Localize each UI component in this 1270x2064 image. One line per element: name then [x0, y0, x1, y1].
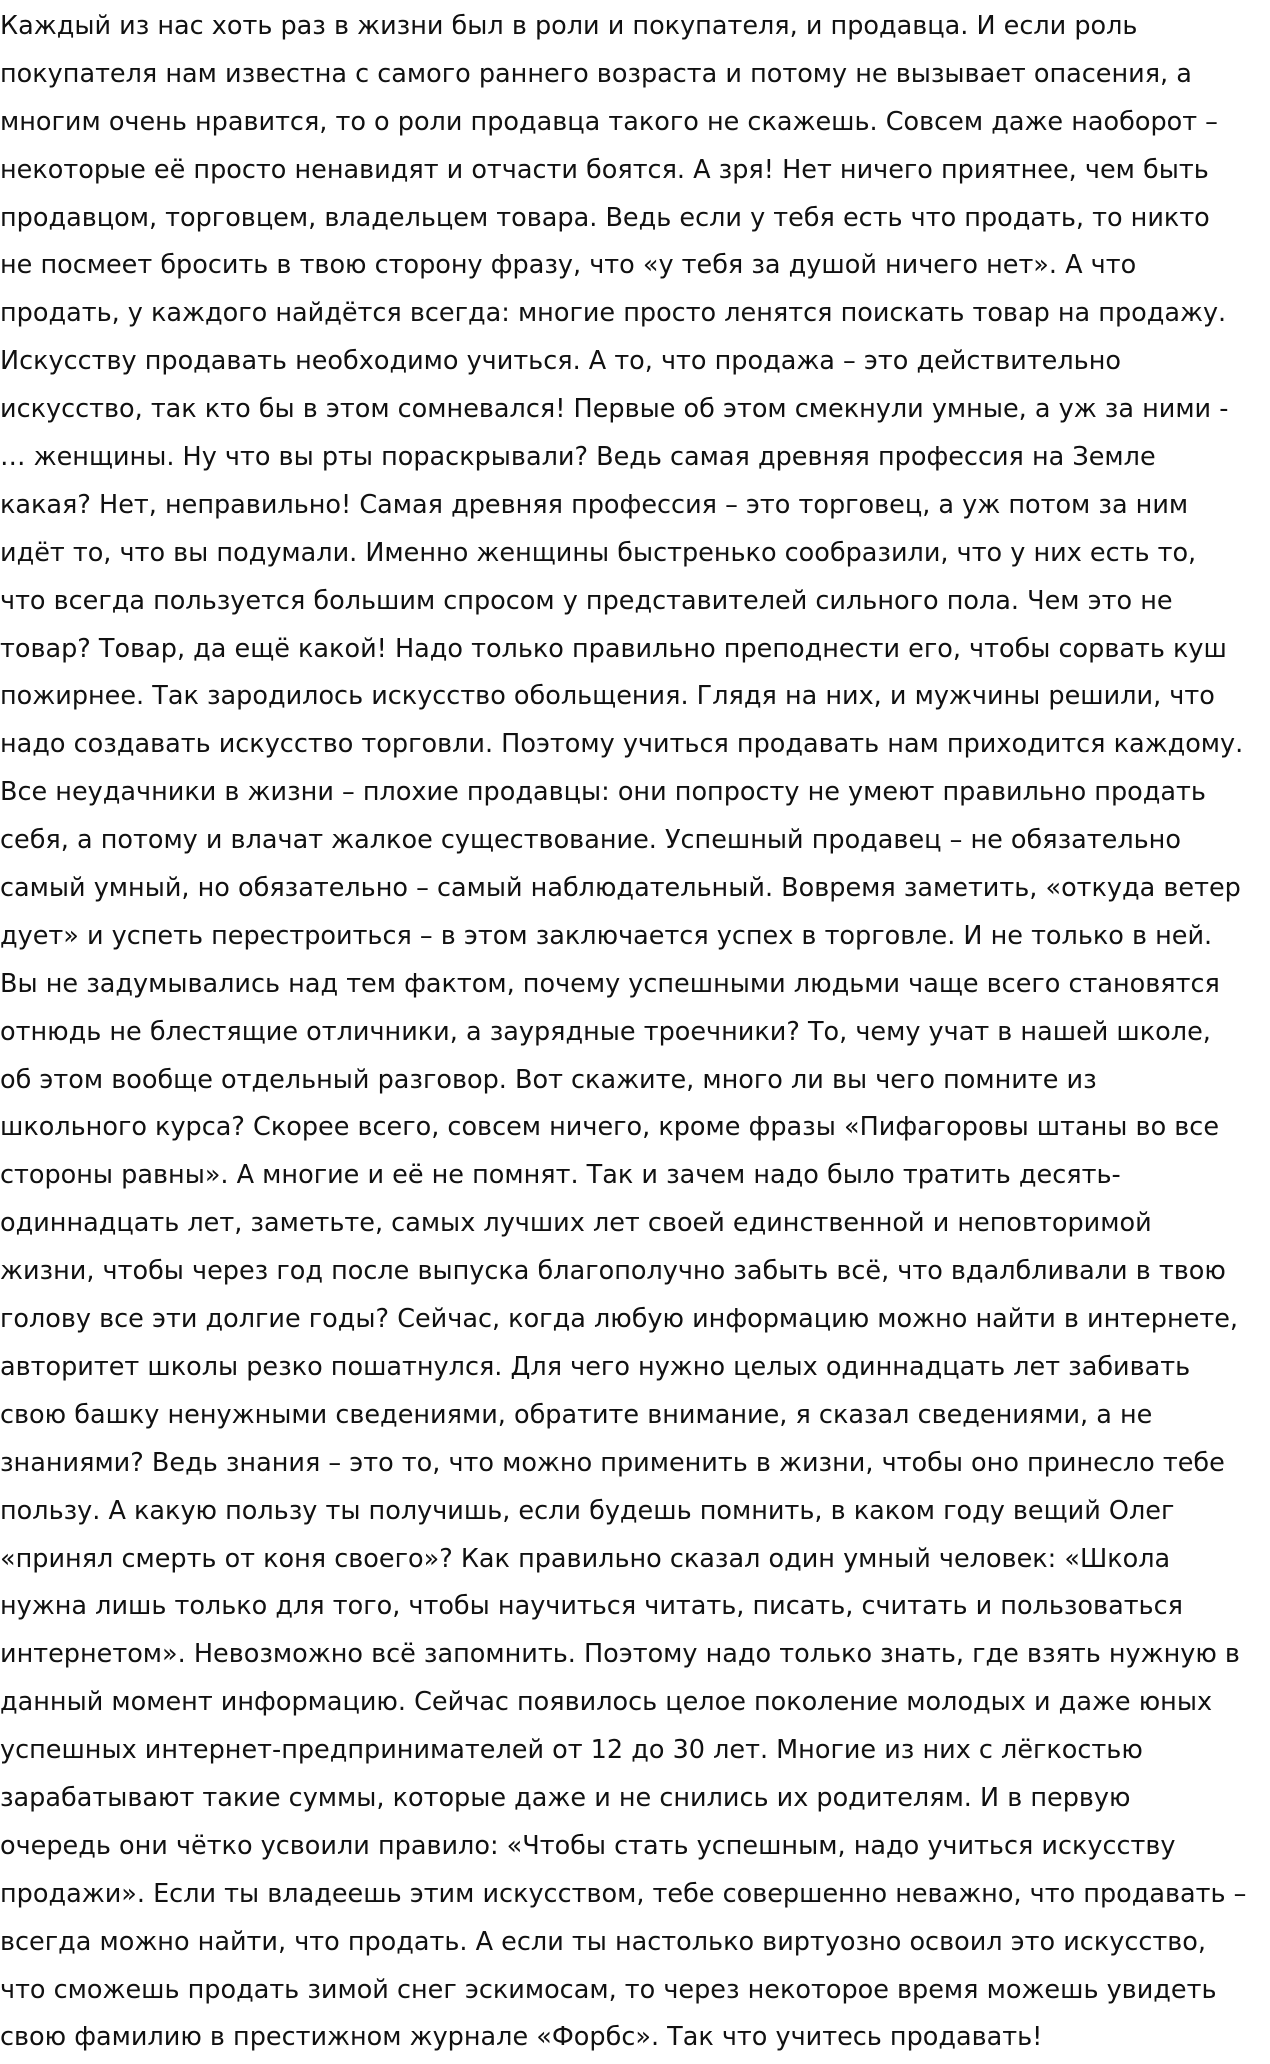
text-line: товар? Товар, да ещё какой! Надо только правильно преподнести его, чтобы сорвать куш [0, 633, 1227, 664]
document-page [0, 3, 1270, 2062]
text-line: многим очень нравится, то о роли продавца такого не скажешь. Совсем даже наоборот – [0, 106, 1218, 137]
text-line: нужна лишь только для того, чтобы научиться читать, писать, считать и пользоваться [0, 1591, 1183, 1622]
text-line: … женщины. Ну что вы рты пораскрывали? Ведь самая древняя профессия на Земле [0, 442, 1156, 473]
text-line: данный момент информацию. Сейчас появилось целое поколение молодых и даже юных [0, 1687, 1213, 1718]
text-line: надо создавать искусство торговли. Поэтому учиться продавать нам приходится каждому. [0, 729, 1244, 760]
text-line: голову все эти долгие годы? Сейчас, когда любую информацию можно найти в интернете, [0, 1304, 1239, 1335]
text-line: себя, а потому и влачат жалкое существование. Успешный продавец – не обязательно [0, 825, 1181, 856]
text-line: одиннадцать лет, заметьте, самых лучших лет своей единственной и неповторимой [0, 1208, 1152, 1239]
text-line: продать, у каждого найдётся всегда: многие просто ленятся поискать товар на продажу. [0, 298, 1227, 329]
text-line: свою фамилию в престижном журнале «Форбс». Так что учитесь продавать! [0, 2022, 1043, 2053]
text-line: всегда можно найти, что продать. А если ты настолько виртуозно освоил это искусство, [0, 1926, 1206, 1957]
text-line: дует» и успеть перестроиться – в этом заключается успех в торговле. И не только в ней. [0, 920, 1213, 951]
text-line: покупателя нам известна с самого раннего возраста и потому не вызывает опасения, а [0, 58, 1192, 89]
text-line: «принял смерть от коня своего»? Как правильно сказал один умный человек: «Школа [0, 1543, 1171, 1574]
text-line: пожирнее. Так зародилось искусство обольщения. Глядя на них, и мужчины решили, что [0, 681, 1215, 712]
text-line: пользу. А какую пользу ты получишь, если будешь помнить, в каком году вещий Олег [0, 1495, 1175, 1526]
text-line: идёт то, что вы подумали. Именно женщины быстренько сообразили, что у них есть то, [0, 537, 1197, 568]
text-line: жизни, чтобы через год после выпуска благополучно забыть всё, что вдалбливали в твою [0, 1256, 1226, 1287]
text-line: Каждый из нас хоть раз в жизни был в роли и покупателя, и продавца. И если роль [0, 11, 1138, 41]
text-line: свою башку ненужными сведениями, обратите внимание, я сказал сведениями, а не [0, 1399, 1153, 1430]
text-line: не посмеет бросить в твою сторону фразу, что «у тебя за душой ничего нет». А что [0, 250, 1137, 281]
text-line: Искусству продавать необходимо учиться. А то, что продажа – это действительно [0, 346, 1121, 377]
text-line: что всегда пользуется большим спросом у представителей сильного пола. Чем это не [0, 585, 1173, 616]
text-line: некоторые её просто ненавидят и отчасти боятся. А зря! Нет ничего приятнее, чем быть [0, 154, 1209, 185]
text-line: школьного курса? Скорее всего, совсем ничего, кроме фразы «Пифагоровы штаны во все [0, 1112, 1220, 1143]
text-line: искусство, так кто бы в этом сомневался! Первые об этом смекнули умные, а уж за ними - [0, 394, 1229, 425]
body-text [0, 3, 1270, 2062]
text-line: что сможешь продать зимой снег эскимосам, то через некоторое время можешь увидеть [0, 1974, 1217, 2005]
text-line: Вы не задумывались над тем фактом, почему успешными людьми чаще всего становятся [0, 968, 1220, 999]
text-line: отнюдь не блестящие отличники, а заурядные троечники? То, чему учат в нашей школе, [0, 1016, 1211, 1047]
text-line: авторитет школы резко пошатнулся. Для чего нужно целых одиннадцать лет забивать [0, 1351, 1191, 1382]
text-line: успешных интернет-предпринимателей от 12 до 30 лет. Многие из них с лёгкостью [0, 1735, 1143, 1766]
text-line: стороны равны». А многие и её не помнят. Так и зачем надо было тратить десять- [0, 1160, 1121, 1191]
text-line: какая? Нет, неправильно! Самая древняя профессия – это торговец, а уж потом за ним [0, 489, 1189, 520]
text-line: продажи». Если ты владеешь этим искусством, тебе совершенно неважно, что продавать – [0, 1878, 1247, 1909]
text-line: зарабатывают такие суммы, которые даже и не снились их родителям. И в первую [0, 1782, 1131, 1813]
text-line: интернетом». Невозможно всё запомнить. Поэтому надо только знать, где взять нужную в [0, 1639, 1240, 1670]
text-line: самый умный, но обязательно – самый наблюдательный. Вовремя заметить, «откуда ветер [0, 873, 1241, 904]
text-line: знаниями? Ведь знания – это то, что можно применить в жизни, чтобы оно принесло тебе [0, 1447, 1225, 1478]
text-line: Все неудачники в жизни – плохие продавцы: они попросту не умеют правильно продать [0, 777, 1206, 808]
text-line: об этом вообще отдельный разговор. Вот скажите, много ли вы чего помните из [0, 1064, 1097, 1095]
text-line: продавцом, торговцем, владельцем товара. Ведь если у тебя есть что продать, то никто [0, 202, 1210, 233]
text-line: очередь они чётко усвоили правило: «Чтобы стать успешным, надо учиться искусству [0, 1830, 1176, 1861]
